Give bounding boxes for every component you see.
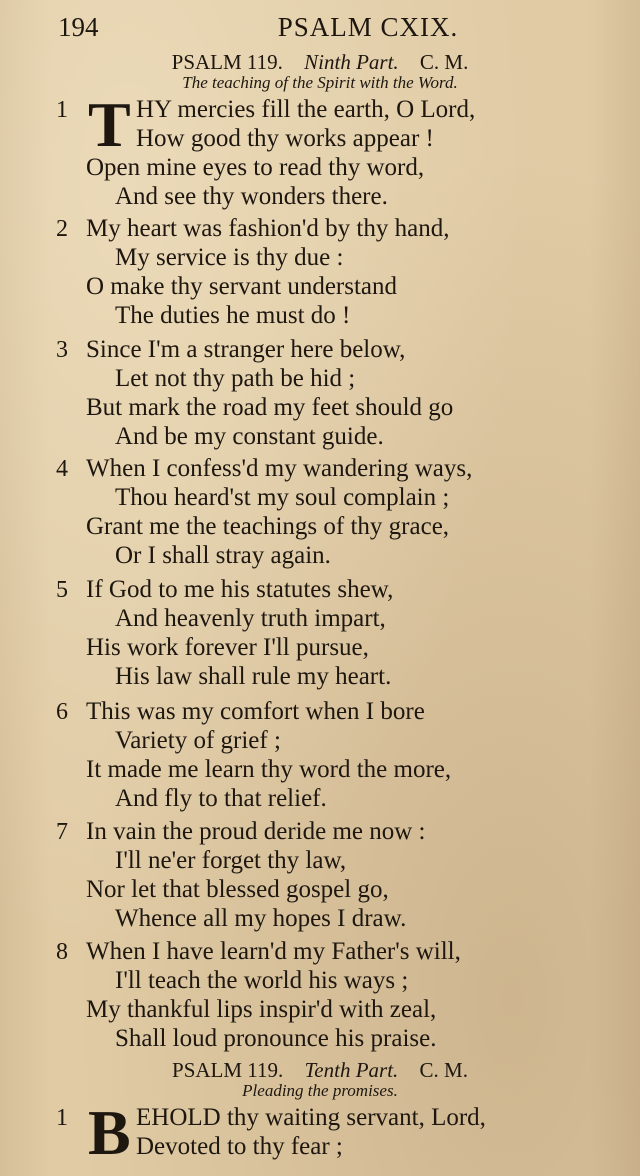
page-number: 194 <box>58 12 99 42</box>
verse-number: 4 <box>56 456 68 482</box>
tenth-part-heading <box>0 1058 640 1100</box>
verse-line: And be my constant guide. <box>115 423 384 450</box>
running-title: PSALM CXIX. <box>277 12 459 42</box>
verse-number: 2 <box>56 216 68 242</box>
running-head <box>58 12 618 46</box>
verse-line: It made me learn thy word the more, <box>86 756 452 783</box>
ninth-part-meter: C. M. <box>419 50 469 74</box>
stanza-2 <box>56 214 640 330</box>
verse-line: EHOLD thy waiting servant, Lord, <box>136 1104 486 1131</box>
stanza-3 <box>56 335 640 451</box>
stanza-7 <box>56 817 640 933</box>
ninth-part-subtitle: The teaching of the Spirit with the Word. <box>182 73 458 92</box>
stanza-8 <box>56 937 640 1053</box>
stanza-1 <box>56 89 640 211</box>
verse-line: Or I shall stray again. <box>115 542 331 569</box>
verse-line: And heavenly truth impart, <box>115 605 386 632</box>
tenth-part-stanza-1 <box>56 1097 640 1168</box>
verse-line: I'll ne'er forget thy law, <box>115 847 347 874</box>
verse-line: Since I'm a stranger here below, <box>86 336 406 363</box>
verse-line: My thankful lips inspir'd with zeal, <box>86 996 437 1023</box>
ninth-part-psalm: PSALM 119. <box>171 50 283 74</box>
verse-line: His law shall rule my heart. <box>115 663 392 690</box>
verse-line: I'll teach the world his ways ; <box>115 967 409 994</box>
verse-line: And see thy wonders there. <box>115 183 388 210</box>
verse-line: Thou heard'st my soul complain ; <box>115 484 450 511</box>
verse-line: The duties he must do ! <box>115 302 351 329</box>
verse-line: If God to me his statutes shew, <box>86 576 394 603</box>
verse-line: But mark the road my feet should go <box>86 394 454 421</box>
verse-line: O make thy servant understand <box>86 273 398 300</box>
tenth-part-title-line <box>0 1058 640 1082</box>
verse-number: 5 <box>56 577 68 603</box>
verse-number: 8 <box>56 939 68 965</box>
stanza-5 <box>56 575 640 691</box>
tenth-part-meter: C. M. <box>419 1058 468 1082</box>
verse-line: When I have learn'd my Father's will, <box>86 938 461 965</box>
verse-line: Let not thy path be hid ; <box>115 365 356 392</box>
verse-number: 1 <box>56 1105 68 1131</box>
verse-line: Devoted to thy fear ; <box>136 1133 343 1160</box>
verse-number: 3 <box>56 337 68 363</box>
verse-line: My service is thy due : <box>115 244 344 271</box>
verse-number: 6 <box>56 699 68 725</box>
verse-line: Shall loud pronounce his praise. <box>115 1025 437 1052</box>
verse-line: Whence all my hopes I draw. <box>115 905 407 932</box>
verse-line: This was my comfort when I bore <box>86 698 425 725</box>
verse-line: Variety of grief ; <box>115 727 281 754</box>
verse-line: Grant me the teachings of thy grace, <box>86 513 450 540</box>
ninth-part-heading <box>0 50 640 92</box>
tenth-part-psalm: PSALM 119. <box>172 1058 284 1082</box>
verse-number: 1 <box>56 97 68 123</box>
verse-line: Open mine eyes to read thy word, <box>86 154 425 181</box>
stanza-6 <box>56 697 640 813</box>
verse-line: In vain the proud deride me now : <box>86 818 426 845</box>
verse-line: Nor let that blessed gospel go, <box>86 876 389 903</box>
verse-line: How good thy works appear ! <box>136 125 434 152</box>
drop-cap: B <box>88 1097 131 1168</box>
stanza-4 <box>56 454 640 570</box>
verse-number: 7 <box>56 819 68 845</box>
ninth-part-title-line <box>0 50 640 74</box>
tenth-part-label: Tenth Part. <box>304 1058 399 1082</box>
tenth-part-subtitle: Pleading the promises. <box>242 1081 398 1100</box>
ninth-part-label: Ninth Part. <box>304 50 399 74</box>
verse-line: When I confess'd my wandering ways, <box>86 455 473 482</box>
drop-cap: T <box>88 89 131 160</box>
verse-line: My heart was fashion'd by thy hand, <box>86 215 450 242</box>
verse-line: And fly to that relief. <box>115 785 327 812</box>
verse-line: HY mercies fill the earth, O Lord, <box>136 96 476 123</box>
verse-line: His work forever I'll pursue, <box>86 634 369 661</box>
